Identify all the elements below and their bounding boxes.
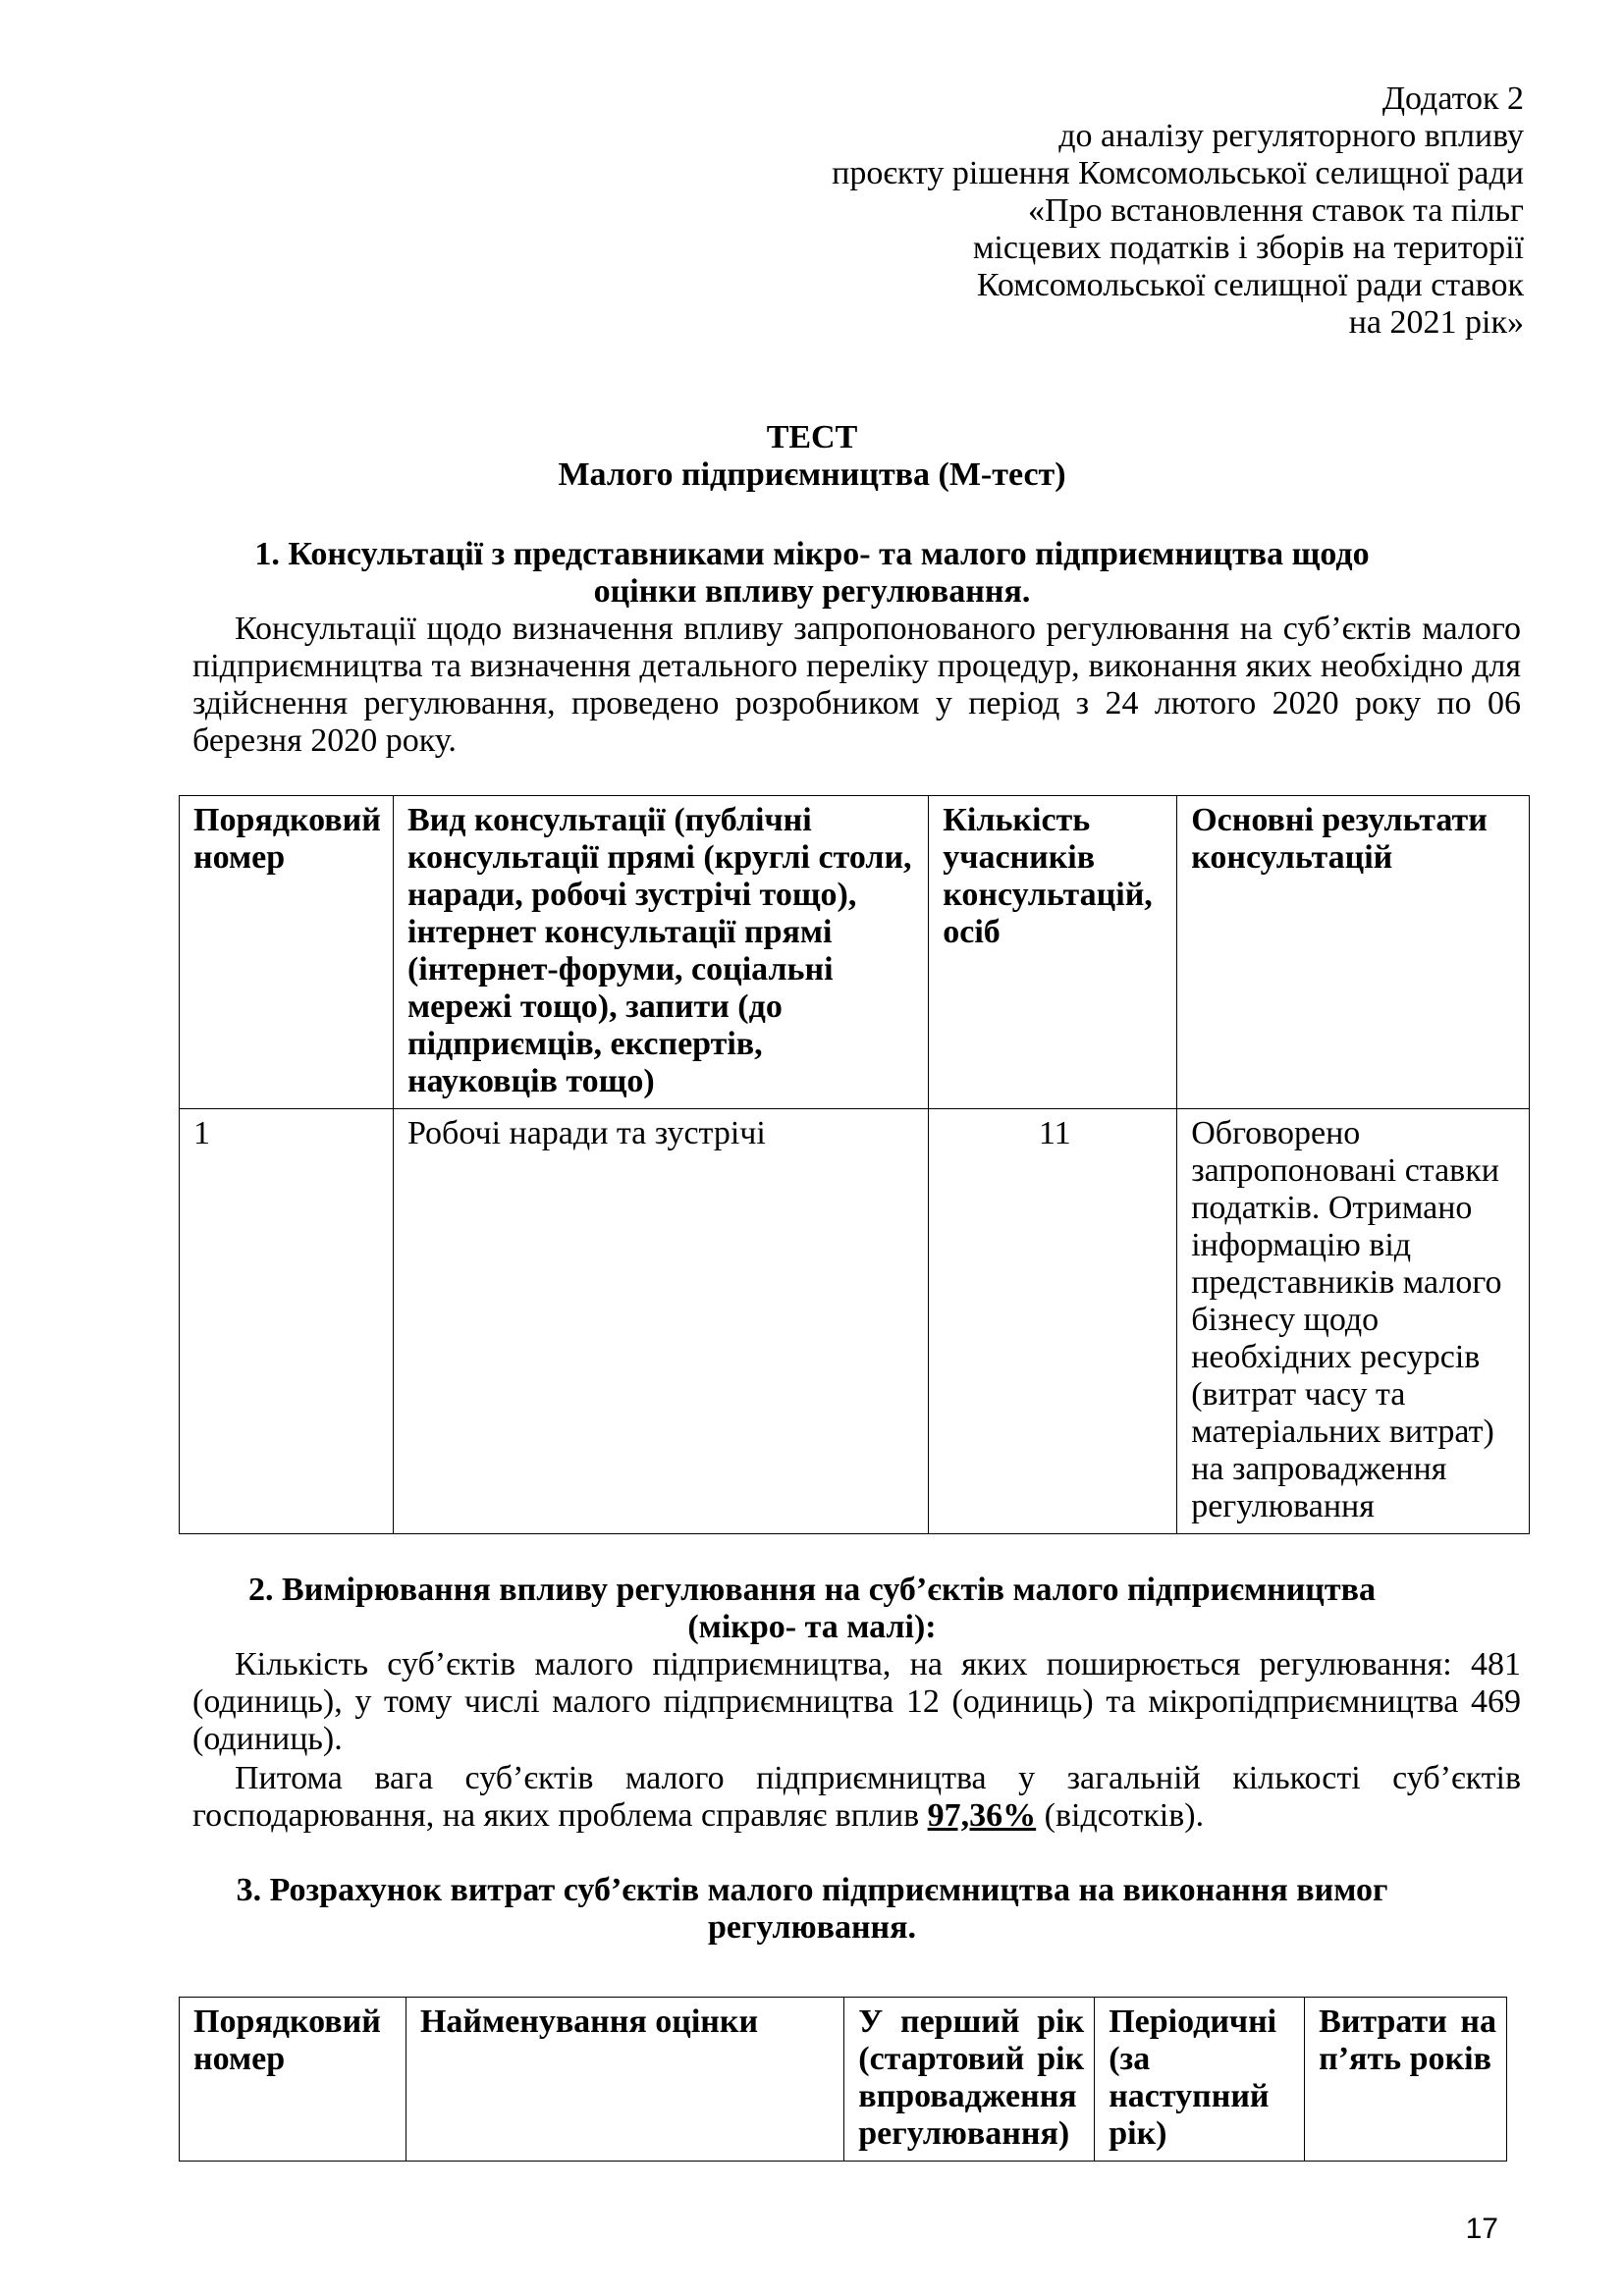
page-number: 17: [1465, 2213, 1498, 2245]
annex-line: Комсомольської селищної ради ставок: [976, 267, 1524, 303]
header-cell: Порядковий номер: [180, 796, 394, 1109]
table-cell: Робочі наради та зустрічі: [393, 1109, 928, 1534]
table-header-row: [180, 1998, 1507, 2162]
annex-line: проєкту рішення Комсомольської селищної ради: [832, 155, 1524, 191]
costs-table: [179, 1997, 1507, 2162]
table-row: [180, 1109, 1530, 1534]
table-header-row: [180, 796, 1530, 1109]
annex-line: «Про встановлення ставок та пільг: [1028, 192, 1524, 229]
section1-heading-line2: оцінки впливу регулювання.: [593, 573, 1031, 610]
header-cell: Кількість учасників консультацій, осіб: [929, 796, 1177, 1109]
header-cell: Найменування оцінки: [406, 1998, 843, 2162]
share-percentage: 97,36%: [927, 1797, 1037, 1834]
doc-subtitle: Малого підприємництва (М-тест): [558, 456, 1066, 493]
section2-paragraph2: [192, 1760, 1521, 1835]
section1-paragraph: Консультації щодо визначення впливу запропонованого регулювання на суб’єктів малого підприємництва та визначення детального переліку процедур, виконання яких необхідно для здійснення регулювання, проведено розробником у період з 24 лютого 2020 року по 06 березня 2020 року.: [192, 611, 1521, 759]
table-cell: 1: [180, 1109, 394, 1534]
doc-title: ТЕСТ: [766, 419, 858, 455]
table-cell: 11: [929, 1109, 1177, 1534]
section3-heading-line1: 3. Розрахунок витрат суб’єктів малого підприємництва на виконання вимог: [236, 1872, 1388, 1908]
annex-block: [832, 80, 1524, 342]
section3-heading-line2: регулювання.: [707, 1909, 917, 1946]
paragraph-text: Питома вага суб’єктів малого підприємництва у загальній кількості суб’єктів господарювання, на яких проблема справляє вплив: [192, 1760, 1521, 1834]
section2-paragraph1: Кількість суб’єктів малого підприємництва, на яких поширюється регулювання: 481 (одиниць), у тому числі малого підприємництва 12 (одиниць) та мікропідприємництва 469 (одиниць).: [192, 1646, 1521, 1757]
header-cell: Порядковий номер: [180, 1998, 406, 2162]
paragraph-text: (відсотків).: [1036, 1797, 1205, 1834]
section2-heading-line2: (мікро- та малі):: [687, 1609, 937, 1645]
consultations-table: [179, 795, 1530, 1534]
header-cell: Вид консультації (публічні консультації прямі (круглі столи, наради, робочі зустрічі тощо), інтернет консультації прямі (інтернет-форуми, соціальні мережі тощо), запити (до підприємців, експертів, науковців тощо): [393, 796, 928, 1109]
table-cell: Обговорено запропоновані ставки податків. Отримано інформацію від представників малого бізнесу щодо необхідних ресурсів (витрат часу та матеріальних витрат) на запровадження регулювання: [1177, 1109, 1530, 1534]
section2-heading-line1: 2. Вимірювання впливу регулювання на суб’єктів малого підприємництва: [248, 1572, 1376, 1608]
annex-line: Додаток 2: [1381, 80, 1524, 117]
annex-line: місцевих податків і зборів на території: [972, 230, 1524, 266]
header-cell: Періодичні (за наступний рік): [1095, 1998, 1305, 2162]
section1-heading-line1: 1. Консультації з представниками мікро- та малого підприємництва щодо: [254, 536, 1370, 572]
header-cell: Основні результати консультацій: [1177, 796, 1530, 1109]
annex-line: на 2021 рік»: [1348, 304, 1524, 341]
annex-line: до аналізу регуляторного впливу: [1058, 118, 1524, 154]
header-cell: У перший рік (стартовий рік впровадження регулювання): [844, 1998, 1095, 2162]
header-cell: Витрати на п’ять років: [1305, 1998, 1507, 2162]
